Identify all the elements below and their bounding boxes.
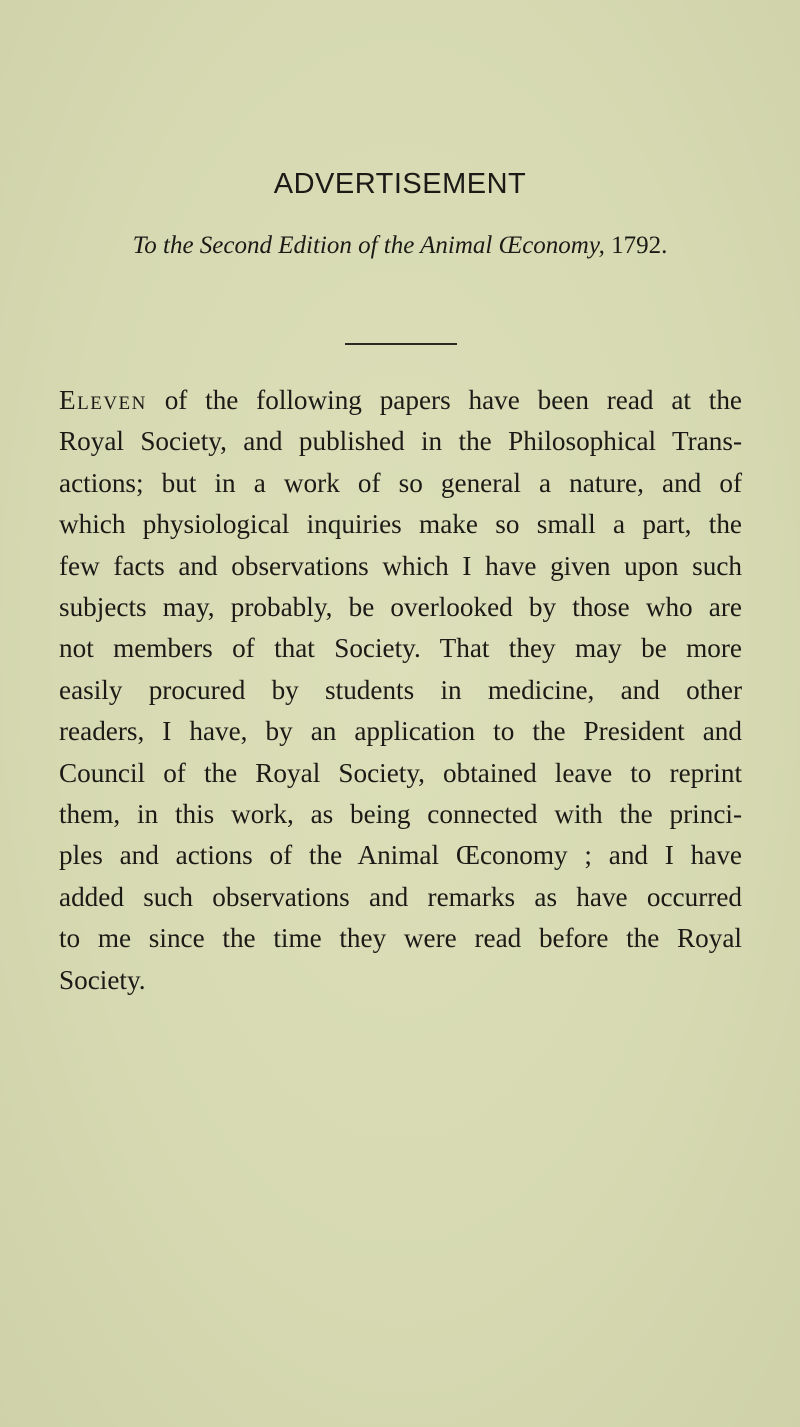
body-line: subjects may, probably, be overlooked by those who are	[59, 592, 742, 623]
body-line: not members of that Society. That they may be more	[59, 633, 742, 664]
body-line-text: of the following papers have been read at the	[146, 385, 742, 415]
body-line: them, in this work, as being connected with the princi-	[59, 799, 742, 830]
body-line: readers, I have, by an application to the President and	[59, 716, 742, 747]
body-line: ples and actions of the Animal Œconomy ; and I have	[59, 840, 742, 871]
subheading-year: 1792.	[611, 232, 668, 259]
body-line: Royal Society, and published in the Philosophical Trans-	[59, 426, 742, 457]
lead-word: Eleven	[59, 385, 147, 415]
section-divider	[345, 343, 457, 345]
page-heading: ADVERTISEMENT	[273, 168, 527, 200]
page-subheading	[0, 232, 800, 260]
body-line: which physiological inquiries make so small a part, the	[59, 509, 742, 540]
subheading-title: To the Second Edition of the Animal Œconomy,	[132, 232, 605, 259]
body-line	[59, 380, 742, 421]
body-line: Society.	[59, 964, 146, 995]
body-line: to me since the time they were read before the Royal	[59, 923, 742, 954]
body-line: actions; but in a work of so general a nature, and of	[59, 467, 742, 498]
body-line: few facts and observations which I have given upon such	[59, 550, 742, 581]
body-line: added such observations and remarks as have occurred	[59, 881, 742, 912]
body-line: Council of the Royal Society, obtained leave to reprint	[59, 757, 742, 788]
body-line: easily procured by students in medicine, and other	[59, 674, 742, 705]
body-paragraph	[59, 380, 742, 1001]
